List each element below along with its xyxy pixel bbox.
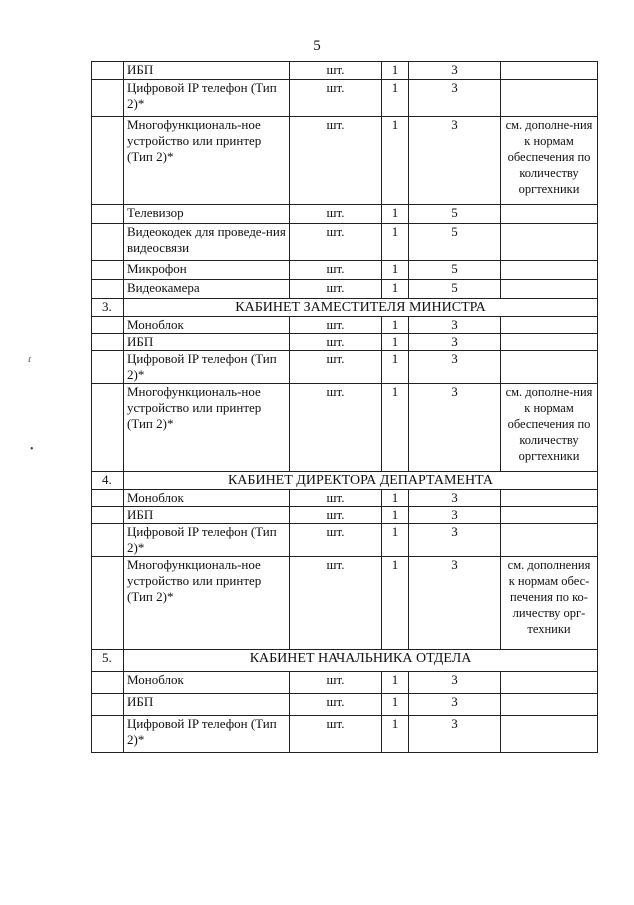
item-note	[501, 716, 598, 753]
item-quantity: 1	[382, 507, 409, 524]
section-row	[92, 650, 598, 672]
item-name: ИБП	[124, 694, 290, 716]
table-row	[92, 524, 598, 557]
item-name: Цифровой IP телефон (Тип 2)*	[124, 351, 290, 384]
table-row	[92, 672, 598, 694]
item-quantity: 1	[382, 80, 409, 117]
item-unit: шт.	[290, 694, 382, 716]
row-number-cell	[92, 490, 124, 507]
equipment-table	[91, 61, 598, 753]
row-number-cell	[92, 62, 124, 80]
item-name: Цифровой IP телефон (Тип 2)*	[124, 524, 290, 557]
item-unit: шт.	[290, 224, 382, 261]
item-term: 3	[409, 80, 501, 117]
item-note	[501, 672, 598, 694]
item-term: 3	[409, 716, 501, 753]
item-quantity: 1	[382, 117, 409, 205]
table-row	[92, 317, 598, 334]
row-number-cell	[92, 384, 124, 472]
item-term: 3	[409, 490, 501, 507]
item-unit: шт.	[290, 334, 382, 351]
row-number-cell	[92, 334, 124, 351]
item-name: Многофункциональ-ное устройство или принтер (Тип 2)*	[124, 117, 290, 205]
section-row	[92, 299, 598, 317]
item-quantity: 1	[382, 694, 409, 716]
item-unit: шт.	[290, 280, 382, 299]
item-unit: шт.	[290, 317, 382, 334]
row-number-cell	[92, 716, 124, 753]
table-row	[92, 351, 598, 384]
item-quantity: 1	[382, 557, 409, 650]
item-unit: шт.	[290, 490, 382, 507]
table-row	[92, 334, 598, 351]
item-unit: шт.	[290, 507, 382, 524]
item-term: 3	[409, 117, 501, 205]
item-name: Моноблок	[124, 317, 290, 334]
item-term: 3	[409, 557, 501, 650]
item-unit: шт.	[290, 117, 382, 205]
table-row	[92, 280, 598, 299]
item-term: 3	[409, 507, 501, 524]
row-number-cell	[92, 317, 124, 334]
item-quantity: 1	[382, 280, 409, 299]
item-name: Моноблок	[124, 490, 290, 507]
item-note: см. дополне-ния к нормам обеспечения по количеству оргтехники	[501, 384, 598, 472]
item-name: ИБП	[124, 507, 290, 524]
row-number-cell	[92, 280, 124, 299]
item-quantity: 1	[382, 205, 409, 224]
item-term: 3	[409, 384, 501, 472]
item-unit: шт.	[290, 672, 382, 694]
item-unit: шт.	[290, 351, 382, 384]
table-row	[92, 557, 598, 650]
table-row	[92, 224, 598, 261]
table-row	[92, 507, 598, 524]
item-quantity: 1	[382, 62, 409, 80]
item-note	[501, 490, 598, 507]
item-quantity: 1	[382, 672, 409, 694]
section-number: 3.	[92, 299, 124, 317]
row-number-cell	[92, 261, 124, 280]
item-name: Телевизор	[124, 205, 290, 224]
item-quantity: 1	[382, 490, 409, 507]
item-name: Видеокамера	[124, 280, 290, 299]
item-note	[501, 205, 598, 224]
item-note	[501, 224, 598, 261]
item-name: Видеокодек для проведе-ния видеосвязи	[124, 224, 290, 261]
row-number-cell	[92, 507, 124, 524]
item-term: 3	[409, 672, 501, 694]
table-row	[92, 62, 598, 80]
row-number-cell	[92, 80, 124, 117]
section-title: КАБИНЕТ ЗАМЕСТИТЕЛЯ МИНИСТРА	[124, 299, 598, 317]
item-note	[501, 524, 598, 557]
section-title: КАБИНЕТ НАЧАЛЬНИКА ОТДЕЛА	[124, 650, 598, 672]
table-row	[92, 80, 598, 117]
item-quantity: 1	[382, 261, 409, 280]
item-unit: шт.	[290, 80, 382, 117]
table-row	[92, 117, 598, 205]
table-row	[92, 716, 598, 753]
item-quantity: 1	[382, 716, 409, 753]
item-note	[501, 261, 598, 280]
item-note	[501, 317, 598, 334]
item-unit: шт.	[290, 261, 382, 280]
item-term: 5	[409, 261, 501, 280]
scan-speck: ɾ	[28, 354, 32, 365]
section-title: КАБИНЕТ ДИРЕКТОРА ДЕПАРТАМЕНТА	[124, 472, 598, 490]
item-note	[501, 351, 598, 384]
item-term: 3	[409, 524, 501, 557]
item-quantity: 1	[382, 384, 409, 472]
row-number-cell	[92, 224, 124, 261]
item-quantity: 1	[382, 224, 409, 261]
item-name: Цифровой IP телефон (Тип 2)*	[124, 80, 290, 117]
item-name: Цифровой IP телефон (Тип 2)*	[124, 716, 290, 753]
table-row	[92, 384, 598, 472]
item-quantity: 1	[382, 351, 409, 384]
item-unit: шт.	[290, 62, 382, 80]
row-number-cell	[92, 694, 124, 716]
item-term: 5	[409, 280, 501, 299]
item-note	[501, 507, 598, 524]
item-term: 3	[409, 317, 501, 334]
row-number-cell	[92, 351, 124, 384]
item-unit: шт.	[290, 557, 382, 650]
table-row	[92, 205, 598, 224]
page-number: 5	[313, 38, 321, 54]
item-quantity: 1	[382, 334, 409, 351]
item-name: Многофункциональ-ное устройство или принтер (Тип 2)*	[124, 557, 290, 650]
item-unit: шт.	[290, 205, 382, 224]
item-name: Микрофон	[124, 261, 290, 280]
item-quantity: 1	[382, 524, 409, 557]
item-note: см. дополнения к нормам обес-печения по ко-личеству орг-техники	[501, 557, 598, 650]
item-name: Многофункциональ-ное устройство или принтер (Тип 2)*	[124, 384, 290, 472]
item-term: 3	[409, 334, 501, 351]
item-note	[501, 80, 598, 117]
row-number-cell	[92, 117, 124, 205]
item-name: ИБП	[124, 62, 290, 80]
item-note	[501, 334, 598, 351]
item-unit: шт.	[290, 716, 382, 753]
item-note	[501, 62, 598, 80]
item-quantity: 1	[382, 317, 409, 334]
item-term: 5	[409, 205, 501, 224]
item-name: ИБП	[124, 334, 290, 351]
table-row	[92, 694, 598, 716]
section-row	[92, 472, 598, 490]
item-note: см. дополне-ния к нормам обеспечения по количеству оргтехники	[501, 117, 598, 205]
item-term: 3	[409, 62, 501, 80]
item-term: 5	[409, 224, 501, 261]
section-number: 5.	[92, 650, 124, 672]
row-number-cell	[92, 205, 124, 224]
section-number: 4.	[92, 472, 124, 490]
item-unit: шт.	[290, 524, 382, 557]
item-term: 3	[409, 351, 501, 384]
item-unit: шт.	[290, 384, 382, 472]
item-note	[501, 694, 598, 716]
row-number-cell	[92, 524, 124, 557]
table-row	[92, 490, 598, 507]
item-note	[501, 280, 598, 299]
item-term: 3	[409, 694, 501, 716]
table-row	[92, 261, 598, 280]
scan-speck: •	[30, 444, 34, 455]
row-number-cell	[92, 672, 124, 694]
row-number-cell	[92, 557, 124, 650]
item-name: Моноблок	[124, 672, 290, 694]
